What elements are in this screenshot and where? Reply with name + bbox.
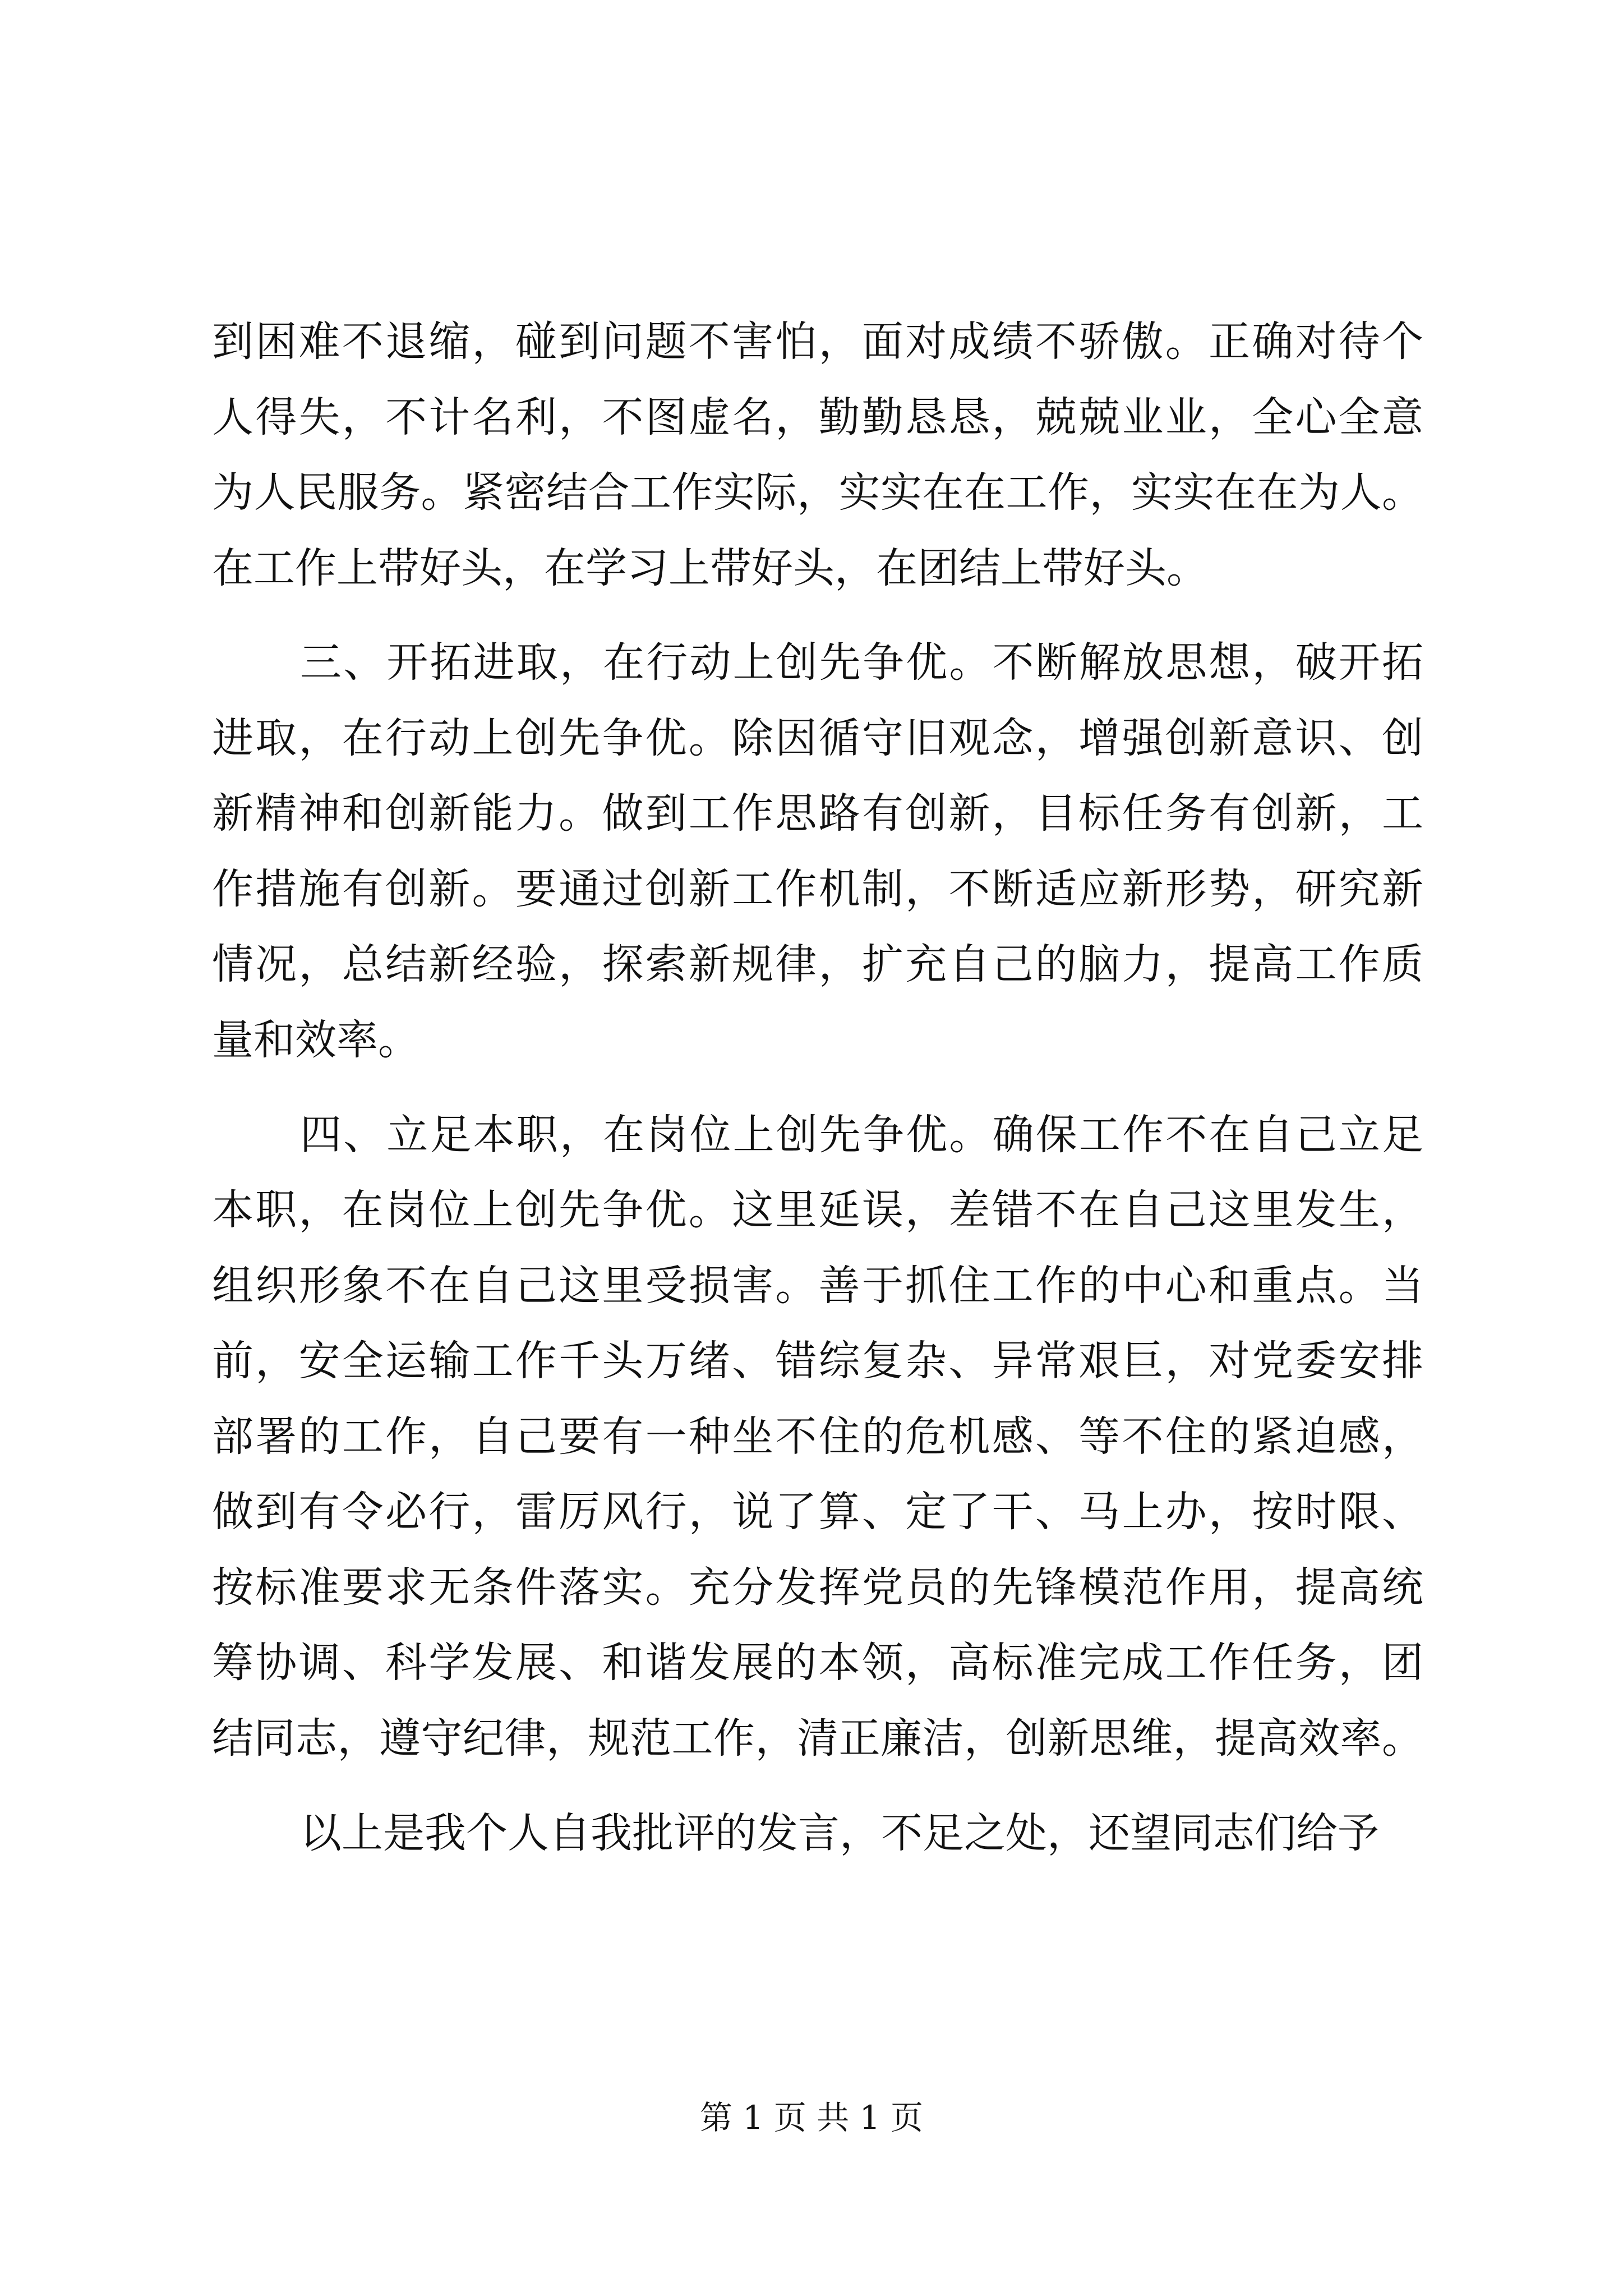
text-line: 组织形象不在自己这里受损害。善于抓住工作的中心和重点。当: [212, 1262, 1423, 1310]
text-line: 做到有令必行，雷厉风行，说了算、定了干、马上办，按时限、: [212, 1488, 1423, 1536]
text-line: 量和效率。: [212, 1016, 419, 1064]
page-footer: 第 1 页 共 1 页: [700, 2099, 923, 2137]
paragraph-heading-line: 三、开拓进取，在行动上创先争优。不断解放思想，破开拓: [300, 638, 1423, 687]
text-line: 新精神和创新能力。做到工作思路有创新，目标任务有创新，工: [212, 789, 1423, 838]
text-line: 为人民服务。紧密结合工作实际，实实在在工作，实实在在为人。: [212, 468, 1423, 517]
text-line: 人得失，不计名利，不图虚名，勤勤恳恳，兢兢业业，全心全意: [212, 393, 1423, 441]
text-line: 筹协调、科学发展、和谐发展的本领，高标准完成工作任务，团: [212, 1639, 1423, 1687]
text-line: 作措施有创新。要通过创新工作机制，不断适应新形势，研究新: [212, 865, 1423, 913]
paragraph-heading-line: 四、立足本职，在岗位上创先争优。确保工作不在自己立足: [300, 1111, 1423, 1159]
text-line: 在工作上带好头，在学习上带好头，在团结上带好头。: [212, 544, 1208, 592]
text-line: 到困难不退缩，碰到问题不害怕，面对成绩不骄傲。正确对待个: [212, 318, 1423, 366]
text-line: 部署的工作，自己要有一种坐不住的危机感、等不住的紧迫感，: [212, 1412, 1423, 1461]
text-line: 进取，在行动上创先争优。除因循守旧观念，增强创新意识、创: [212, 714, 1423, 762]
text-line: 前，安全运输工作千头万绪、错综复杂、异常艰巨，对党委安排: [212, 1337, 1423, 1385]
text-line: 情况，总结新经验，探索新规律，扩充自己的脑力，提高工作质: [212, 940, 1423, 988]
text-line: 本职，在岗位上创先争优。这里延误，差错不在自己这里发生，: [212, 1186, 1423, 1234]
text-line: 结同志，遵守纪律，规范工作，清正廉洁，创新思维，提高效率。: [212, 1714, 1423, 1763]
text-line: 按标准要求无条件落实。充分发挥党员的先锋模范作用，提高统: [212, 1563, 1423, 1612]
text-line: 以上是我个人自我批评的发言，不足之处，还望同志们给予: [300, 1809, 1379, 1857]
